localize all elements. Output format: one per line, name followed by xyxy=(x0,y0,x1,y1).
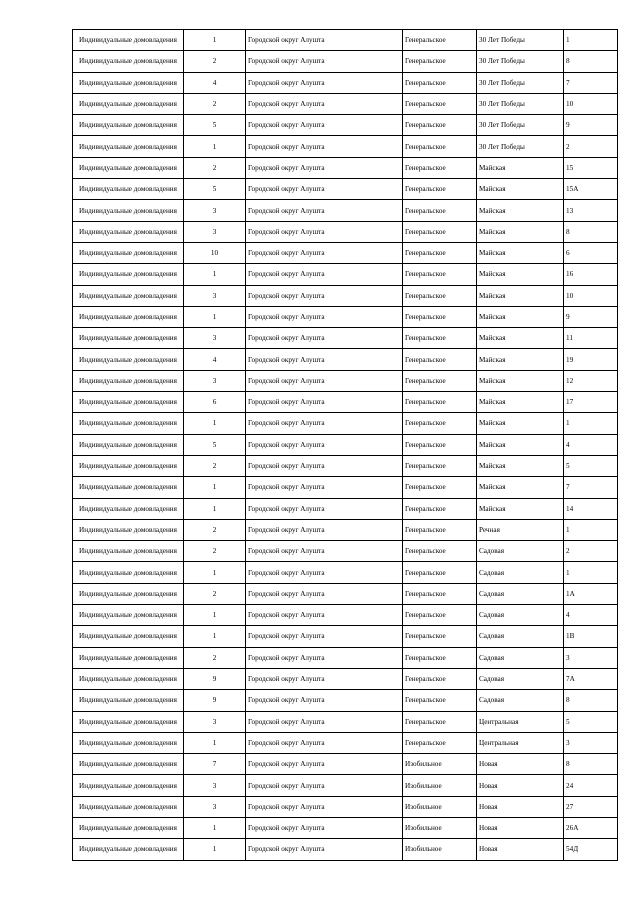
cell-district: Городской округ Алушта xyxy=(246,242,403,263)
cell-object-type: Индивидуальные домовладения xyxy=(73,179,184,200)
cell-count: 5 xyxy=(184,115,246,136)
cell-house-number: 8 xyxy=(564,754,618,775)
cell-district: Городской округ Алушта xyxy=(246,328,403,349)
cell-house-number: 1А xyxy=(564,583,618,604)
cell-district: Городской округ Алушта xyxy=(246,455,403,476)
cell-object-type: Индивидуальные домовладения xyxy=(73,626,184,647)
cell-house-number: 13 xyxy=(564,200,618,221)
cell-object-type: Индивидуальные домовладения xyxy=(73,221,184,242)
cell-street: Садовая xyxy=(477,562,564,583)
cell-street: Садовая xyxy=(477,647,564,668)
cell-district: Городской округ Алушта xyxy=(246,370,403,391)
cell-count: 3 xyxy=(184,200,246,221)
cell-street: 30 Лет Победы xyxy=(477,93,564,114)
cell-village: Изобильное xyxy=(403,775,477,796)
cell-street: Майская xyxy=(477,221,564,242)
cell-count: 6 xyxy=(184,392,246,413)
cell-object-type: Индивидуальные домовладения xyxy=(73,839,184,860)
cell-district: Городской округ Алушта xyxy=(246,136,403,157)
cell-object-type: Индивидуальные домовладения xyxy=(73,264,184,285)
table-row xyxy=(73,392,618,413)
cell-count: 3 xyxy=(184,711,246,732)
cell-village: Генеральское xyxy=(403,51,477,72)
cell-village: Генеральское xyxy=(403,711,477,732)
cell-object-type: Индивидуальные домовладения xyxy=(73,392,184,413)
cell-district: Городской округ Алушта xyxy=(246,115,403,136)
cell-street: Майская xyxy=(477,285,564,306)
cell-object-type: Индивидуальные домовладения xyxy=(73,242,184,263)
cell-house-number: 8 xyxy=(564,51,618,72)
cell-count: 1 xyxy=(184,136,246,157)
cell-house-number: 1 xyxy=(564,519,618,540)
table-row xyxy=(73,242,618,263)
cell-village: Генеральское xyxy=(403,732,477,753)
table-row xyxy=(73,690,618,711)
cell-district: Городской округ Алушта xyxy=(246,349,403,370)
cell-district: Городской округ Алушта xyxy=(246,562,403,583)
cell-object-type: Индивидуальные домовладения xyxy=(73,434,184,455)
cell-district: Городской округ Алушта xyxy=(246,796,403,817)
cell-village: Генеральское xyxy=(403,647,477,668)
cell-village: Генеральское xyxy=(403,370,477,391)
cell-count: 4 xyxy=(184,349,246,370)
table-row xyxy=(73,179,618,200)
cell-object-type: Индивидуальные домовладения xyxy=(73,306,184,327)
cell-object-type: Индивидуальные домовладения xyxy=(73,30,184,51)
cell-house-number: 16 xyxy=(564,264,618,285)
cell-street: Майская xyxy=(477,455,564,476)
cell-district: Городской округ Алушта xyxy=(246,626,403,647)
cell-village: Генеральское xyxy=(403,519,477,540)
cell-village: Генеральское xyxy=(403,328,477,349)
table-row xyxy=(73,200,618,221)
cell-street: Новая xyxy=(477,839,564,860)
cell-district: Городской округ Алушта xyxy=(246,392,403,413)
table-row xyxy=(73,817,618,838)
cell-street: 30 Лет Победы xyxy=(477,30,564,51)
cell-street: 30 Лет Победы xyxy=(477,51,564,72)
table-row xyxy=(73,498,618,519)
cell-village: Генеральское xyxy=(403,221,477,242)
cell-village: Генеральское xyxy=(403,626,477,647)
table-row xyxy=(73,115,618,136)
cell-street: Майская xyxy=(477,328,564,349)
cell-object-type: Индивидуальные домовладения xyxy=(73,413,184,434)
cell-house-number: 10 xyxy=(564,93,618,114)
table-row xyxy=(73,136,618,157)
cell-object-type: Индивидуальные домовладения xyxy=(73,519,184,540)
table-row xyxy=(73,51,618,72)
cell-district: Городской округ Алушта xyxy=(246,754,403,775)
cell-district: Городской округ Алушта xyxy=(246,775,403,796)
cell-district: Городской округ Алушта xyxy=(246,93,403,114)
cell-object-type: Индивидуальные домовладения xyxy=(73,136,184,157)
cell-district: Городской округ Алушта xyxy=(246,541,403,562)
table-row xyxy=(73,605,618,626)
cell-village: Изобильное xyxy=(403,754,477,775)
cell-street: Новая xyxy=(477,817,564,838)
table-row xyxy=(73,455,618,476)
table-row xyxy=(73,477,618,498)
cell-house-number: 54Д xyxy=(564,839,618,860)
cell-street: Новая xyxy=(477,775,564,796)
cell-village: Генеральское xyxy=(403,413,477,434)
cell-street: Майская xyxy=(477,498,564,519)
table-row xyxy=(73,93,618,114)
table-row xyxy=(73,583,618,604)
cell-house-number: 7А xyxy=(564,668,618,689)
cell-street: Центральная xyxy=(477,732,564,753)
cell-house-number: 15 xyxy=(564,157,618,178)
cell-count: 1 xyxy=(184,413,246,434)
table-row xyxy=(73,839,618,860)
cell-street: Майская xyxy=(477,242,564,263)
table-row xyxy=(73,647,618,668)
cell-object-type: Индивидуальные домовладения xyxy=(73,817,184,838)
cell-village: Генеральское xyxy=(403,392,477,413)
cell-object-type: Индивидуальные домовладения xyxy=(73,349,184,370)
cell-village: Генеральское xyxy=(403,498,477,519)
cell-house-number: 26А xyxy=(564,817,618,838)
cell-district: Городской округ Алушта xyxy=(246,732,403,753)
cell-village: Генеральское xyxy=(403,668,477,689)
cell-district: Городской округ Алушта xyxy=(246,519,403,540)
cell-house-number: 7 xyxy=(564,477,618,498)
cell-house-number: 10 xyxy=(564,285,618,306)
cell-district: Городской округ Алушта xyxy=(246,51,403,72)
cell-count: 2 xyxy=(184,157,246,178)
cell-house-number: 17 xyxy=(564,392,618,413)
cell-object-type: Индивидуальные домовладения xyxy=(73,583,184,604)
cell-count: 2 xyxy=(184,51,246,72)
cell-street: 30 Лет Победы xyxy=(477,136,564,157)
cell-house-number: 8 xyxy=(564,690,618,711)
cell-district: Городской округ Алушта xyxy=(246,477,403,498)
cell-house-number: 4 xyxy=(564,434,618,455)
cell-count: 2 xyxy=(184,583,246,604)
cell-village: Изобильное xyxy=(403,839,477,860)
cell-house-number: 5 xyxy=(564,455,618,476)
table-row xyxy=(73,157,618,178)
cell-object-type: Индивидуальные домовладения xyxy=(73,51,184,72)
cell-house-number: 8 xyxy=(564,221,618,242)
cell-district: Городской округ Алушта xyxy=(246,711,403,732)
cell-object-type: Индивидуальные домовладения xyxy=(73,115,184,136)
cell-house-number: 9 xyxy=(564,115,618,136)
cell-district: Городской округ Алушта xyxy=(246,157,403,178)
cell-object-type: Индивидуальные домовладения xyxy=(73,285,184,306)
cell-village: Генеральское xyxy=(403,264,477,285)
table-row xyxy=(73,328,618,349)
table-row xyxy=(73,711,618,732)
cell-count: 5 xyxy=(184,179,246,200)
cell-village: Генеральское xyxy=(403,541,477,562)
table-row xyxy=(73,306,618,327)
cell-village: Генеральское xyxy=(403,690,477,711)
cell-district: Городской округ Алушта xyxy=(246,817,403,838)
cell-district: Городской округ Алушта xyxy=(246,690,403,711)
cell-house-number: 3 xyxy=(564,732,618,753)
cell-village: Генеральское xyxy=(403,115,477,136)
cell-house-number: 1 xyxy=(564,413,618,434)
cell-house-number: 6 xyxy=(564,242,618,263)
cell-count: 5 xyxy=(184,434,246,455)
cell-object-type: Индивидуальные домовладения xyxy=(73,157,184,178)
table-row xyxy=(73,775,618,796)
cell-object-type: Индивидуальные домовладения xyxy=(73,732,184,753)
cell-house-number: 15А xyxy=(564,179,618,200)
cell-street: Майская xyxy=(477,477,564,498)
cell-street: Садовая xyxy=(477,690,564,711)
cell-house-number: 1 xyxy=(564,30,618,51)
cell-count: 9 xyxy=(184,690,246,711)
table-row xyxy=(73,562,618,583)
cell-count: 2 xyxy=(184,455,246,476)
cell-village: Изобильное xyxy=(403,796,477,817)
cell-object-type: Индивидуальные домовладения xyxy=(73,668,184,689)
cell-village: Генеральское xyxy=(403,285,477,306)
cell-house-number: 5 xyxy=(564,711,618,732)
table-row xyxy=(73,668,618,689)
cell-count: 1 xyxy=(184,306,246,327)
cell-district: Городской округ Алушта xyxy=(246,647,403,668)
cell-village: Генеральское xyxy=(403,179,477,200)
cell-count: 3 xyxy=(184,775,246,796)
table-row xyxy=(73,285,618,306)
cell-village: Генеральское xyxy=(403,583,477,604)
cell-village: Генеральское xyxy=(403,72,477,93)
table-row xyxy=(73,72,618,93)
cell-object-type: Индивидуальные домовладения xyxy=(73,93,184,114)
cell-street: Центральная xyxy=(477,711,564,732)
cell-street: Садовая xyxy=(477,583,564,604)
cell-village: Генеральское xyxy=(403,434,477,455)
cell-street: Майская xyxy=(477,370,564,391)
cell-district: Городской округ Алушта xyxy=(246,221,403,242)
cell-count: 1 xyxy=(184,605,246,626)
cell-village: Генеральское xyxy=(403,455,477,476)
cell-count: 1 xyxy=(184,30,246,51)
cell-district: Городской округ Алушта xyxy=(246,72,403,93)
registry-table xyxy=(72,29,618,861)
cell-count: 1 xyxy=(184,562,246,583)
cell-object-type: Индивидуальные домовладения xyxy=(73,370,184,391)
cell-street: Садовая xyxy=(477,668,564,689)
cell-street: Майская xyxy=(477,434,564,455)
table-row xyxy=(73,370,618,391)
cell-count: 4 xyxy=(184,72,246,93)
cell-street: 30 Лет Победы xyxy=(477,72,564,93)
cell-street: 30 Лет Победы xyxy=(477,115,564,136)
cell-count: 2 xyxy=(184,519,246,540)
cell-count: 3 xyxy=(184,796,246,817)
table-row xyxy=(73,349,618,370)
cell-house-number: 24 xyxy=(564,775,618,796)
cell-object-type: Индивидуальные домовладения xyxy=(73,477,184,498)
registry-table-body xyxy=(73,30,618,861)
cell-village: Генеральское xyxy=(403,200,477,221)
cell-house-number: 1 xyxy=(564,562,618,583)
cell-count: 3 xyxy=(184,370,246,391)
table-row xyxy=(73,264,618,285)
cell-street: Майская xyxy=(477,306,564,327)
cell-object-type: Индивидуальные домовладения xyxy=(73,562,184,583)
cell-street: Новая xyxy=(477,754,564,775)
cell-village: Генеральское xyxy=(403,93,477,114)
cell-count: 2 xyxy=(184,541,246,562)
cell-house-number: 14 xyxy=(564,498,618,519)
cell-district: Городской округ Алушта xyxy=(246,179,403,200)
cell-object-type: Индивидуальные домовладения xyxy=(73,498,184,519)
cell-house-number: 4 xyxy=(564,605,618,626)
cell-district: Городской округ Алушта xyxy=(246,285,403,306)
table-row xyxy=(73,519,618,540)
cell-street: Майская xyxy=(477,264,564,285)
table-row xyxy=(73,434,618,455)
cell-village: Генеральское xyxy=(403,30,477,51)
cell-object-type: Индивидуальные домовладения xyxy=(73,775,184,796)
table-row xyxy=(73,30,618,51)
cell-count: 1 xyxy=(184,817,246,838)
cell-district: Городской округ Алушта xyxy=(246,839,403,860)
cell-street: Садовая xyxy=(477,541,564,562)
cell-count: 3 xyxy=(184,328,246,349)
cell-object-type: Индивидуальные домовладения xyxy=(73,605,184,626)
table-row xyxy=(73,541,618,562)
cell-district: Городской округ Алушта xyxy=(246,30,403,51)
cell-street: Садовая xyxy=(477,626,564,647)
cell-object-type: Индивидуальные домовладения xyxy=(73,200,184,221)
cell-village: Генеральское xyxy=(403,477,477,498)
table-row xyxy=(73,732,618,753)
cell-object-type: Индивидуальные домовладения xyxy=(73,455,184,476)
table-row xyxy=(73,413,618,434)
cell-street: Садовая xyxy=(477,605,564,626)
cell-village: Генеральское xyxy=(403,605,477,626)
cell-district: Городской округ Алушта xyxy=(246,434,403,455)
cell-village: Генеральское xyxy=(403,306,477,327)
cell-count: 9 xyxy=(184,668,246,689)
cell-house-number: 27 xyxy=(564,796,618,817)
cell-street: Новая xyxy=(477,796,564,817)
cell-count: 1 xyxy=(184,839,246,860)
cell-street: Майская xyxy=(477,200,564,221)
cell-street: Майская xyxy=(477,179,564,200)
cell-house-number: 7 xyxy=(564,72,618,93)
cell-count: 1 xyxy=(184,477,246,498)
cell-village: Генеральское xyxy=(403,349,477,370)
table-row xyxy=(73,626,618,647)
cell-district: Городской округ Алушта xyxy=(246,668,403,689)
cell-object-type: Индивидуальные домовладения xyxy=(73,72,184,93)
cell-house-number: 12 xyxy=(564,370,618,391)
cell-district: Городской округ Алушта xyxy=(246,583,403,604)
cell-object-type: Индивидуальные домовладения xyxy=(73,647,184,668)
table-row xyxy=(73,796,618,817)
cell-object-type: Индивидуальные домовладения xyxy=(73,541,184,562)
cell-count: 1 xyxy=(184,732,246,753)
cell-count: 3 xyxy=(184,221,246,242)
cell-village: Генеральское xyxy=(403,242,477,263)
cell-house-number: 1В xyxy=(564,626,618,647)
cell-count: 1 xyxy=(184,498,246,519)
cell-count: 1 xyxy=(184,264,246,285)
cell-object-type: Индивидуальные домовладения xyxy=(73,328,184,349)
cell-count: 10 xyxy=(184,242,246,263)
cell-object-type: Индивидуальные домовладения xyxy=(73,754,184,775)
cell-count: 3 xyxy=(184,285,246,306)
cell-district: Городской округ Алушта xyxy=(246,605,403,626)
cell-district: Городской округ Алушта xyxy=(246,498,403,519)
cell-house-number: 2 xyxy=(564,136,618,157)
cell-house-number: 11 xyxy=(564,328,618,349)
cell-object-type: Индивидуальные домовладения xyxy=(73,711,184,732)
cell-count: 1 xyxy=(184,626,246,647)
cell-village: Генеральское xyxy=(403,136,477,157)
cell-village: Генеральское xyxy=(403,157,477,178)
cell-object-type: Индивидуальные домовладения xyxy=(73,690,184,711)
cell-house-number: 9 xyxy=(564,306,618,327)
cell-district: Городской округ Алушта xyxy=(246,306,403,327)
cell-count: 2 xyxy=(184,647,246,668)
cell-district: Городской округ Алушта xyxy=(246,200,403,221)
cell-object-type: Индивидуальные домовладения xyxy=(73,796,184,817)
cell-street: Майская xyxy=(477,349,564,370)
cell-street: Майская xyxy=(477,392,564,413)
cell-village: Изобильное xyxy=(403,817,477,838)
cell-count: 2 xyxy=(184,93,246,114)
cell-house-number: 3 xyxy=(564,647,618,668)
table-row xyxy=(73,754,618,775)
cell-village: Генеральское xyxy=(403,562,477,583)
cell-district: Городской округ Алушта xyxy=(246,413,403,434)
table-row xyxy=(73,221,618,242)
cell-street: Речная xyxy=(477,519,564,540)
cell-count: 7 xyxy=(184,754,246,775)
cell-street: Майская xyxy=(477,157,564,178)
cell-district: Городской округ Алушта xyxy=(246,264,403,285)
cell-house-number: 19 xyxy=(564,349,618,370)
cell-house-number: 2 xyxy=(564,541,618,562)
cell-street: Майская xyxy=(477,413,564,434)
